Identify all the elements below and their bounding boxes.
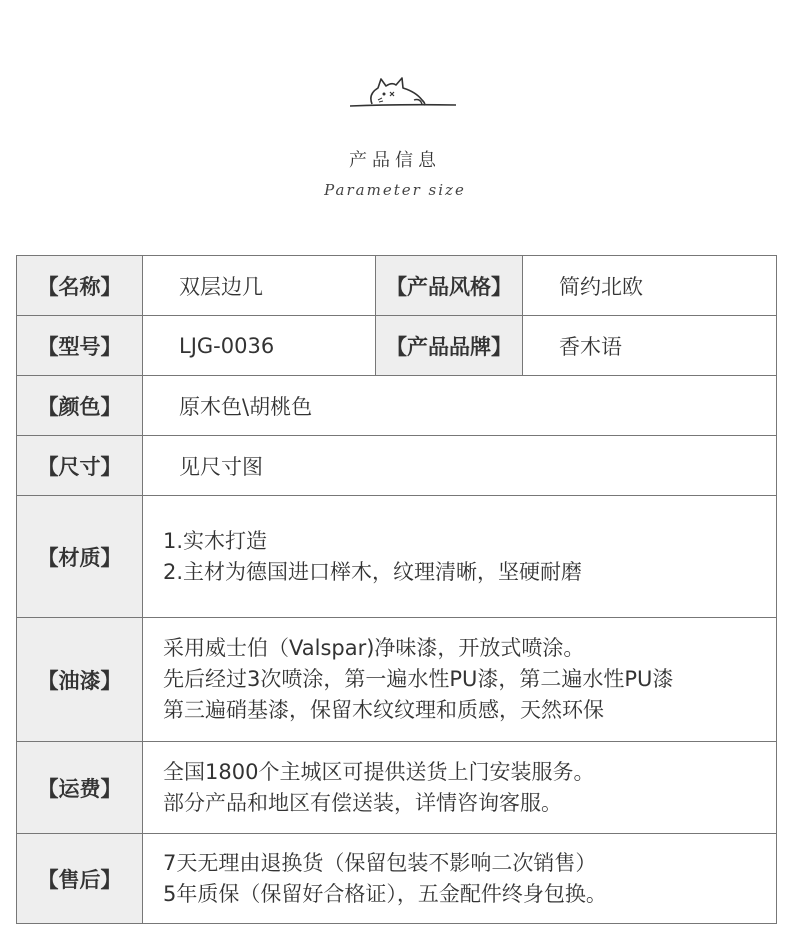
material-line: 2.主材为德国进口榉木，纹理清晰，坚硬耐磨: [163, 559, 583, 584]
value-material: [143, 496, 777, 618]
label-shipping: 【运费】: [17, 742, 143, 834]
value-color: 原木色\胡桃色: [143, 376, 777, 436]
material-line: 1.实木打造: [163, 528, 268, 553]
cat-mascot-icon: [348, 70, 458, 115]
page-title: 产品信息: [349, 150, 441, 171]
label-brand: 【产品品牌】: [376, 316, 523, 376]
label-color: 【颜色】: [17, 376, 143, 436]
table-row: [17, 256, 777, 316]
paint-line: 第三遍硝基漆，保留木纹纹理和质感，天然环保: [163, 698, 604, 722]
aftersale-line: 7天无理由退换货（保留包装不影响二次销售）: [163, 850, 597, 875]
paint-line: 先后经过3次喷涂，第一遍水性PU漆，第二遍水性PU漆: [163, 667, 674, 691]
table-row: [17, 436, 777, 496]
table-row: [17, 742, 777, 834]
shipping-line: 全国1800个主城区可提供送货上门安装服务。: [163, 759, 595, 784]
table-row: [17, 496, 777, 618]
value-paint: [143, 618, 777, 742]
label-material: 【材质】: [17, 496, 143, 618]
label-model: 【型号】: [17, 316, 143, 376]
label-size: 【尺寸】: [17, 436, 143, 496]
label-style: 【产品风格】: [376, 256, 523, 316]
value-brand: 香木语: [523, 316, 777, 376]
spec-table: [16, 255, 777, 924]
table-row: [17, 316, 777, 376]
value-style: 简约北欧: [523, 256, 777, 316]
value-name: 双层边几: [143, 256, 376, 316]
table-row: [17, 618, 777, 742]
value-aftersale: [143, 834, 777, 924]
label-aftersale: 【售后】: [17, 834, 143, 924]
value-model: LJG-0036: [143, 316, 376, 376]
paint-line: 采用威士伯（Valspar)净味漆，开放式喷涂。: [163, 636, 585, 660]
table-row: [17, 834, 777, 924]
value-shipping: [143, 742, 777, 834]
shipping-line: 部分产品和地区有偿送装，详情咨询客服。: [163, 790, 562, 815]
aftersale-line: 5年质保（保留好合格证），五金配件终身包换。: [163, 881, 607, 906]
page-subtitle: Parameter size: [324, 181, 466, 199]
label-paint: 【油漆】: [17, 618, 143, 742]
label-name: 【名称】: [17, 256, 143, 316]
value-size: 见尺寸图: [143, 436, 777, 496]
table-row: [17, 376, 777, 436]
